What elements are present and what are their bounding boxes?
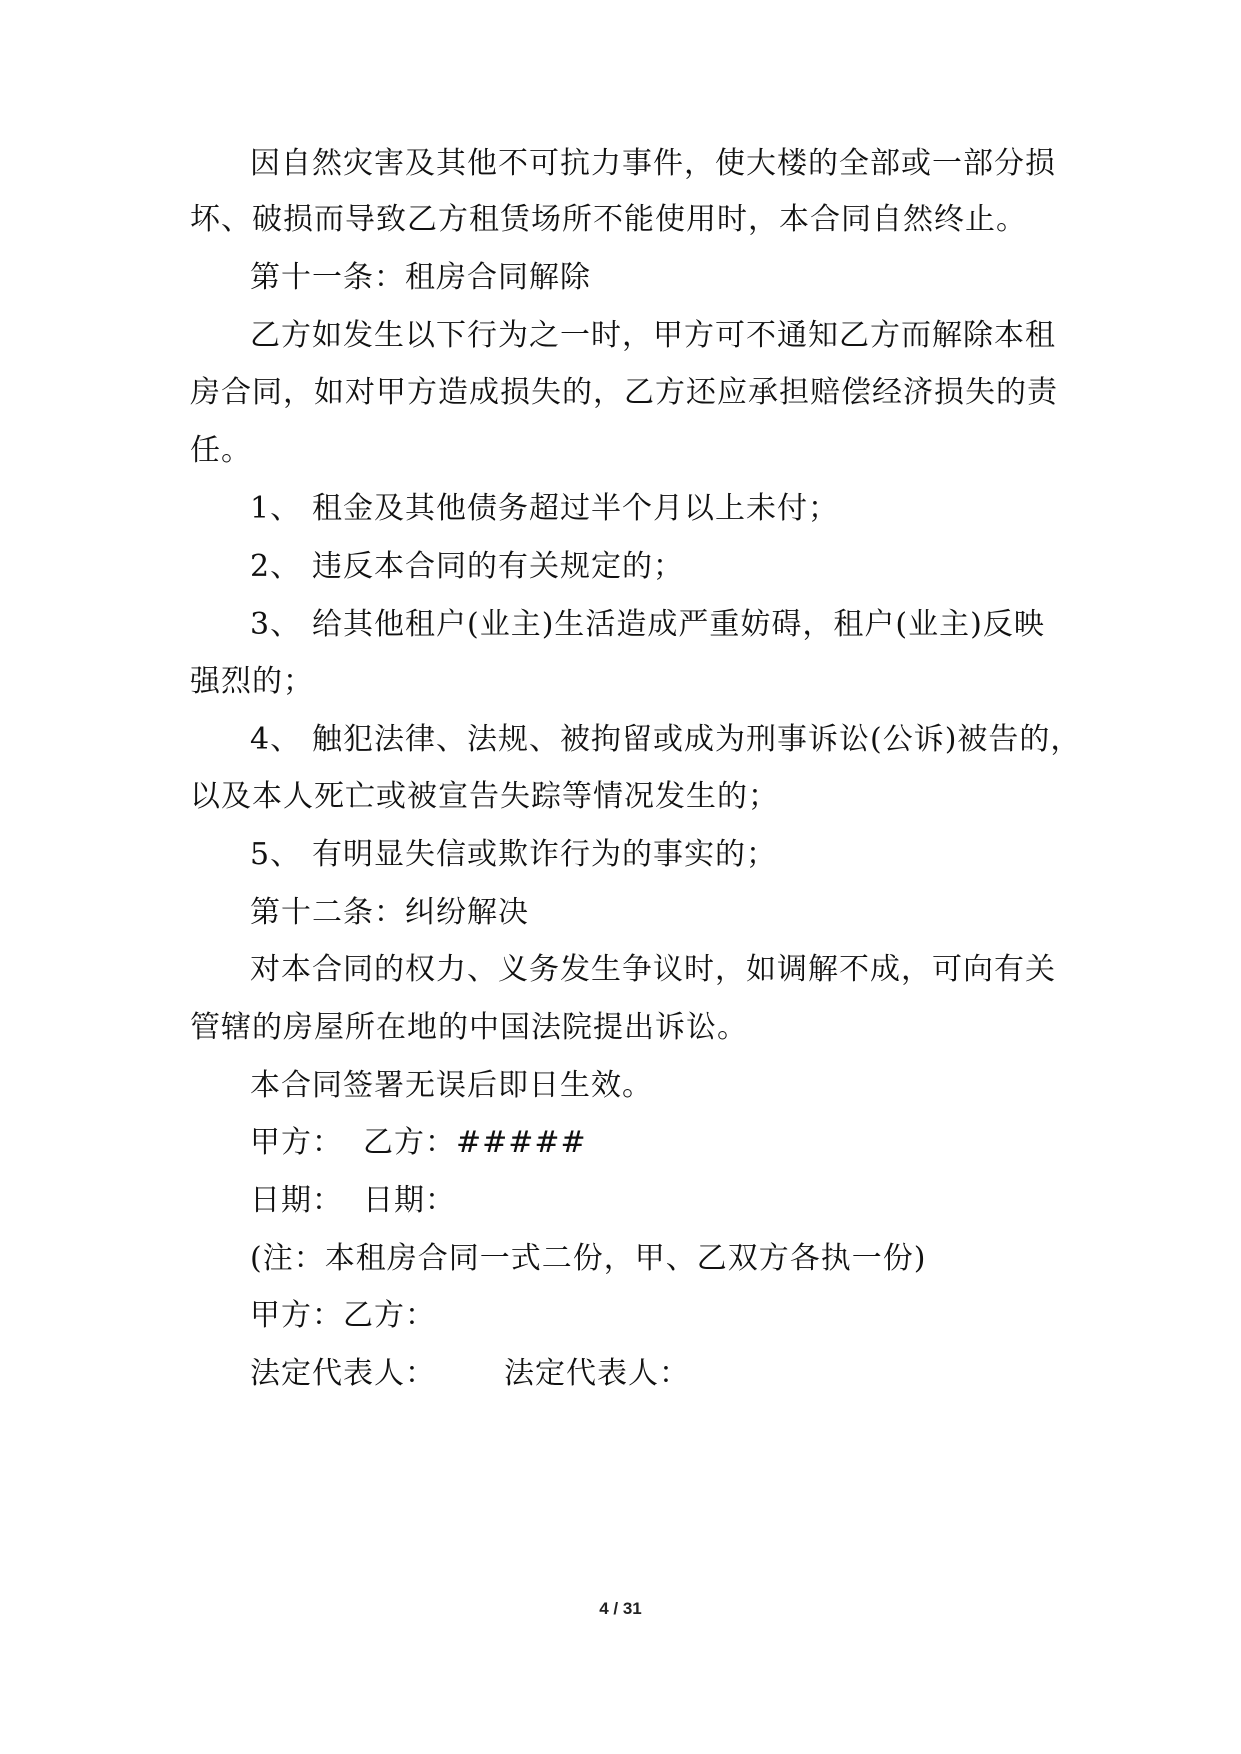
list-item-text: 违反本合同的有关规定的；: [312, 549, 684, 584]
list-item: [250, 489, 1060, 529]
rep-a-label: 法定代表人：: [250, 1356, 436, 1391]
date-a-label: 日期：: [250, 1183, 343, 1218]
paragraph-line: 任。: [190, 433, 252, 468]
signature-dates: [250, 1181, 1060, 1221]
signature-party-line: 甲方：乙方：: [250, 1298, 436, 1333]
party-b-label: 乙方：#####: [363, 1125, 587, 1160]
list-item: [250, 605, 1060, 645]
rep-b-label: 法定代表人：: [504, 1356, 690, 1391]
signature-parties: [250, 1123, 1060, 1163]
list-item-continuation: 强烈的；: [190, 664, 314, 699]
list-item: [250, 835, 1060, 875]
list-item: [250, 547, 1060, 587]
party-a-label: 甲方：: [250, 1125, 343, 1160]
article-12-heading: 第十二条：纠纷解决: [250, 895, 529, 930]
effective-clause: 本合同签署无误后即日生效。: [250, 1068, 653, 1103]
list-item-text: 有明显失信或欺诈行为的事实的；: [312, 837, 777, 872]
list-item-number: 1、: [250, 491, 302, 526]
list-item-continuation: 以及本人死亡或被宣告失踪等情况发生的；: [190, 779, 779, 814]
paragraph-line: 管辖的房屋所在地的中国法院提出诉讼。: [190, 1010, 748, 1045]
list-item-text: 租金及其他债务超过半个月以上未付；: [312, 491, 839, 526]
paragraph-line: 乙方如发生以下行为之一时，甲方可不通知乙方而解除本租: [250, 318, 1056, 353]
list-item-number: 3、: [250, 607, 302, 642]
list-item: [250, 720, 1082, 760]
page-number: 4 / 31: [599, 1599, 642, 1618]
list-item-number: 2、: [250, 549, 302, 584]
list-item-text: 触犯法律、法规、被拘留或成为刑事诉讼(公诉)被告的，: [312, 722, 1082, 757]
article-11-heading: 第十一条：租房合同解除: [250, 260, 591, 295]
paragraph-line: 因自然灾害及其他不可抗力事件，使大楼的全部或一部分损: [250, 146, 1056, 181]
copies-note: (注：本租房合同一式二份，甲、乙双方各执一份): [250, 1241, 927, 1276]
date-b-label: 日期：: [363, 1183, 456, 1218]
list-item-number: 4、: [250, 722, 302, 757]
paragraph-line: 房合同，如对甲方造成损失的，乙方还应承担赔偿经济损失的责: [190, 375, 1058, 410]
list-item-number: 5、: [250, 837, 302, 872]
list-item-text: 给其他租户(业主)生活造成严重妨碍，租户(业主)反映: [312, 607, 1045, 642]
paragraph-line: 坏、破损而导致乙方租赁场所不能使用时，本合同自然终止。: [190, 202, 1027, 237]
legal-representatives: [250, 1354, 1060, 1394]
paragraph-line: 对本合同的权力、义务发生争议时，如调解不成，可向有关: [250, 952, 1056, 987]
